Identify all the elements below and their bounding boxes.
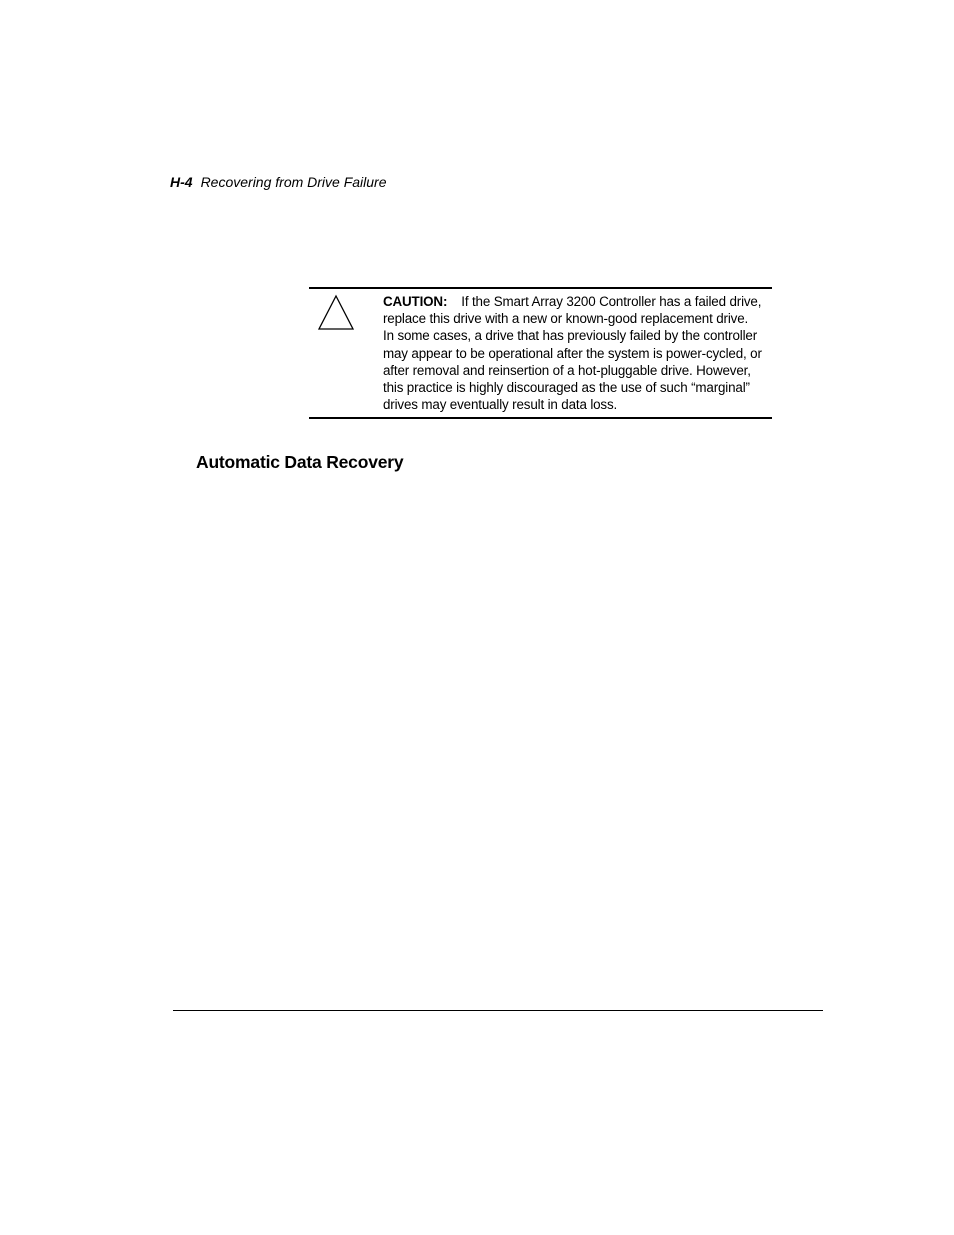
- page-number: H-4: [170, 174, 193, 190]
- caution-line: may appear to be operational after the system is power-cycled, or: [383, 345, 762, 361]
- caution-line: after removal and reinsertion of a hot-pluggable drive. However,: [383, 362, 751, 378]
- caution-line: In some cases, a drive that has previously failed by the controller: [383, 328, 758, 344]
- chapter-title: Recovering from Drive Failure: [200, 174, 387, 190]
- caution-notice: [309, 287, 772, 419]
- section-heading: Automatic Data Recovery: [196, 452, 404, 472]
- caution-text: [383, 293, 769, 413]
- warning-triangle-icon: [317, 294, 355, 330]
- caution-line: this practice is highly discouraged as the use of such “marginal”: [383, 380, 750, 396]
- caution-line: replace this drive with a new or known-good replacement drive.: [383, 311, 749, 327]
- caution-line: If the Smart Array 3200 Controller has a failed drive,: [461, 294, 762, 309]
- caution-label: CAUTION:: [383, 294, 448, 309]
- caution-line: drives may eventually result in data loss.: [383, 397, 618, 413]
- footer-rule: [173, 1010, 823, 1011]
- running-header: [170, 174, 387, 190]
